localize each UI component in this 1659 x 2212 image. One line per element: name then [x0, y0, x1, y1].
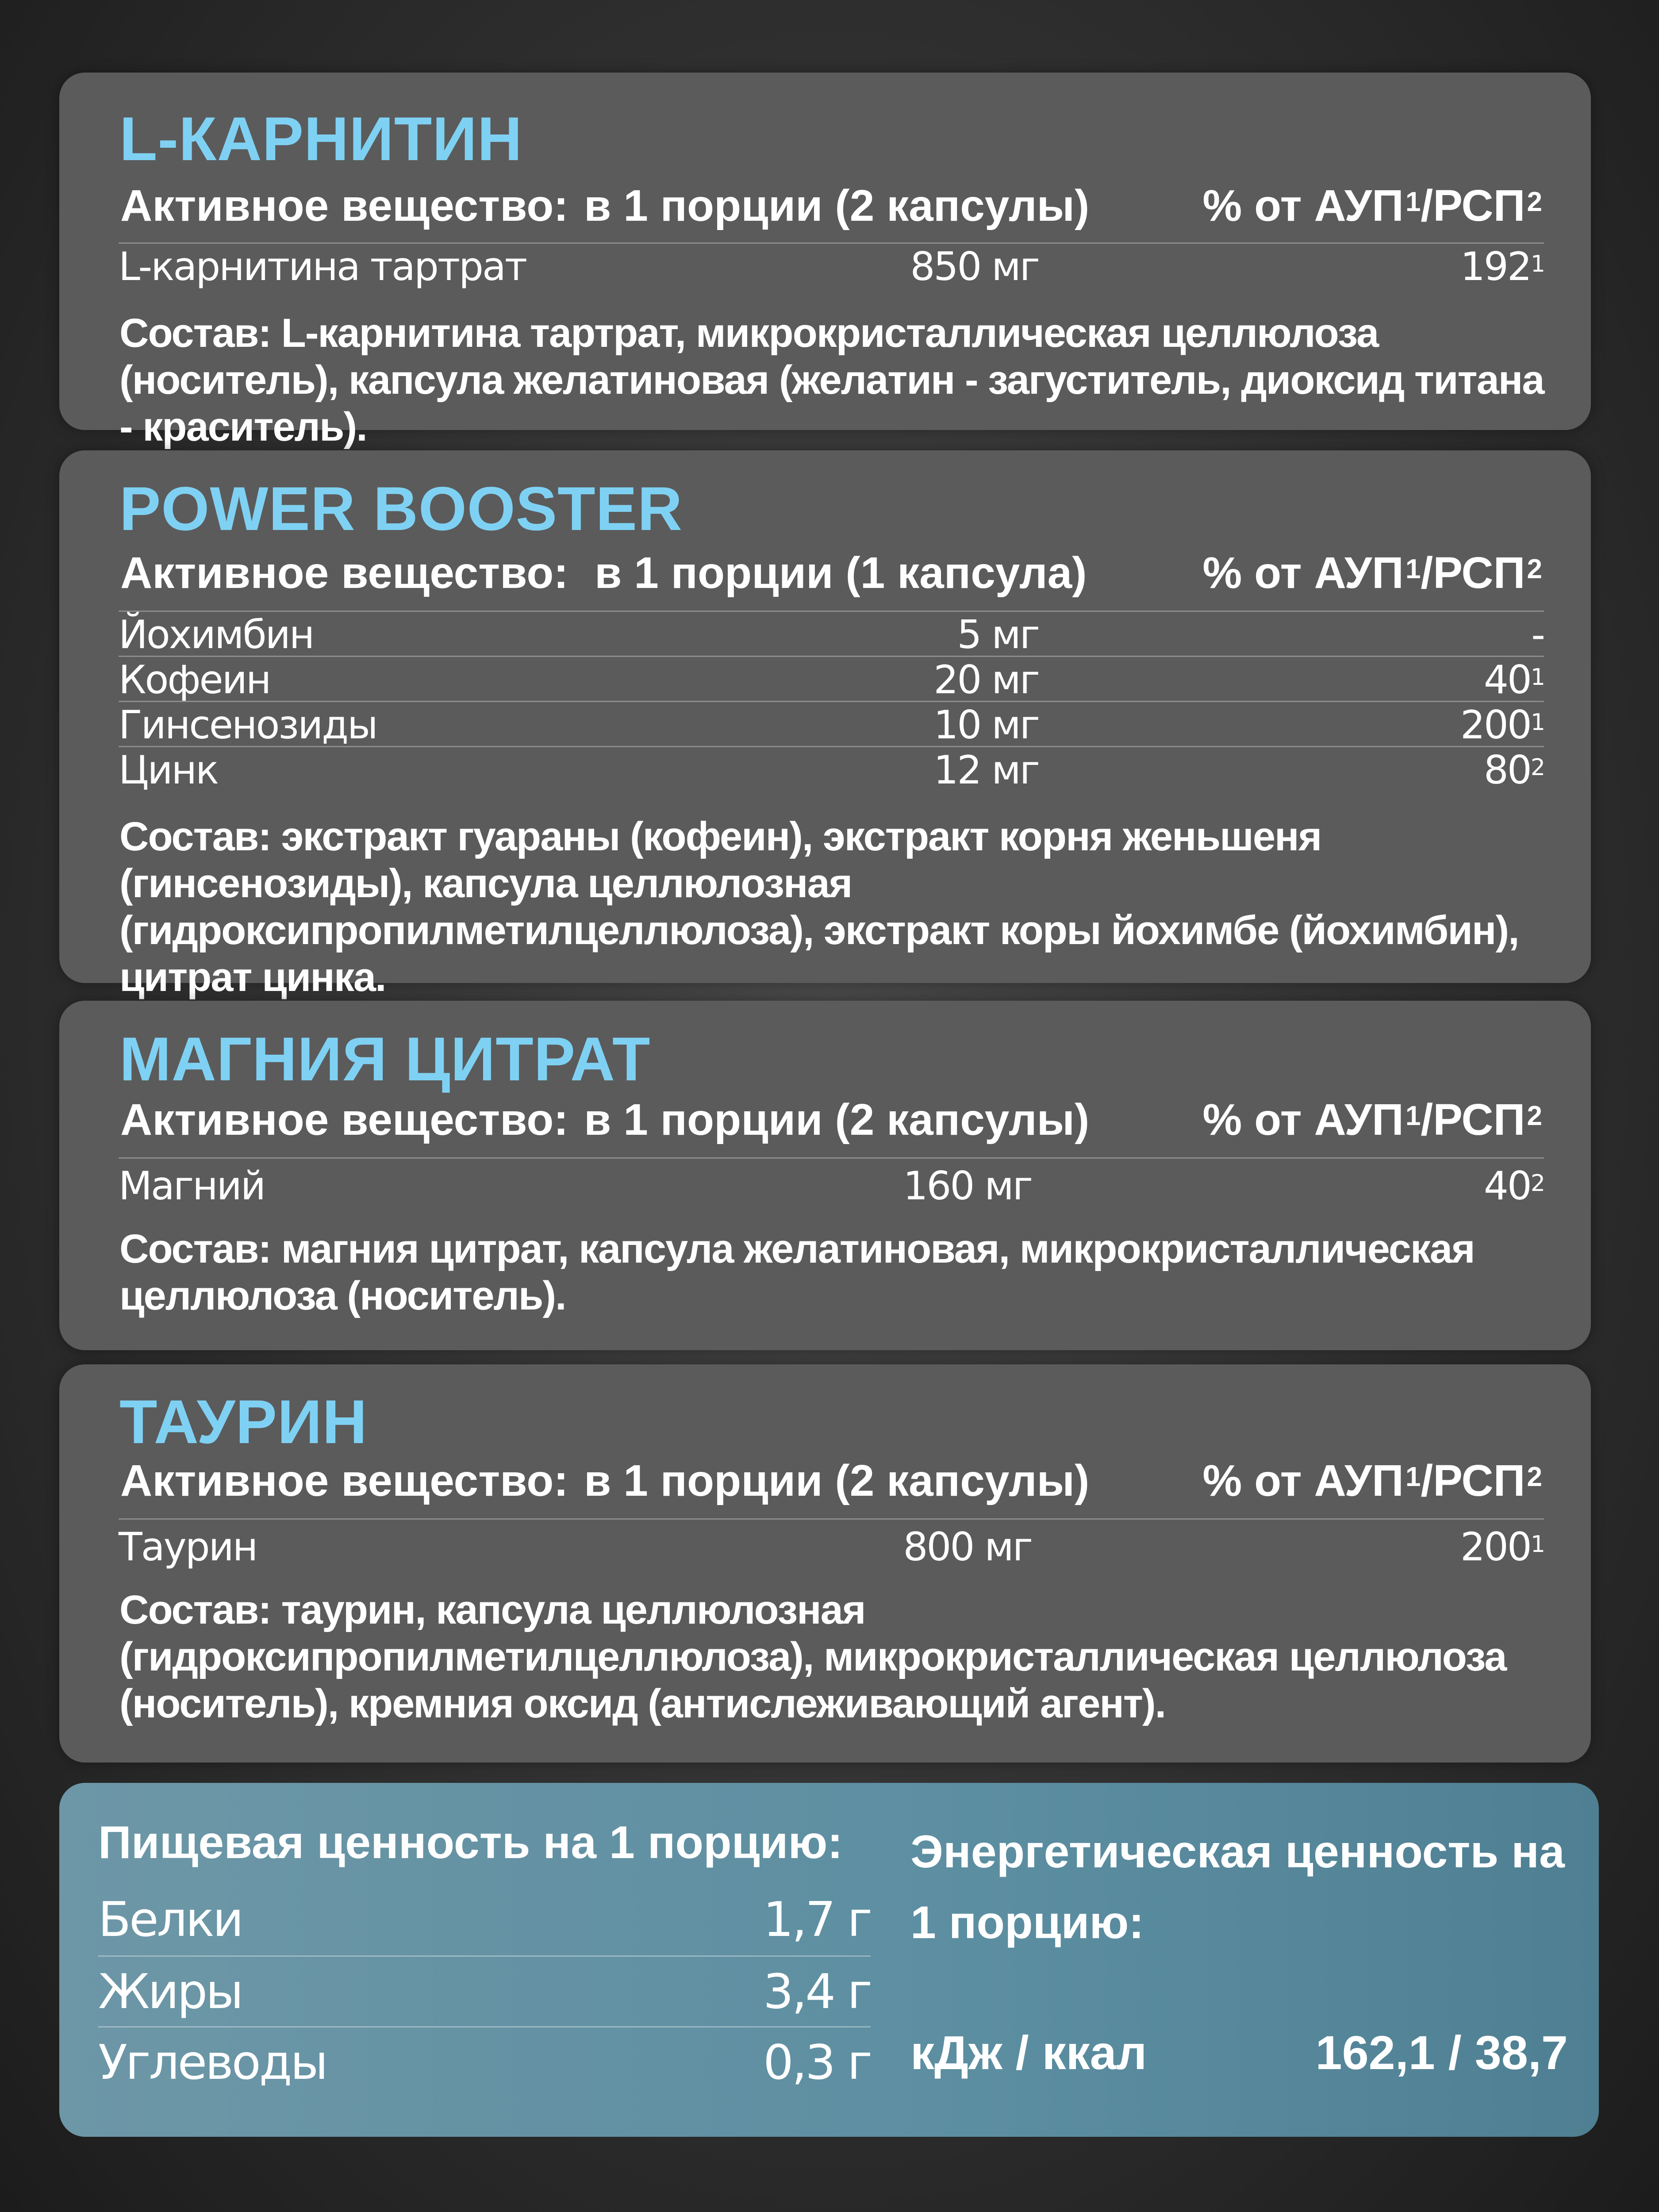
nutrition-value: 1,7 г	[763, 1892, 871, 1947]
header-serving: в 1 порции (2 капсулы)	[584, 1456, 1090, 1505]
row-amount: 20 мг	[933, 657, 1039, 703]
row-amount: 5 мг	[957, 612, 1039, 657]
table-header	[120, 1095, 1542, 1144]
energy-label: кДж / ккал	[910, 2026, 1147, 2079]
table-row	[119, 701, 1544, 746]
row-percent: $40^1$	[1483, 657, 1544, 703]
row-name: Таурин	[119, 1524, 257, 1570]
card-title: L-КАРНИТИН	[119, 104, 523, 173]
row-name: Йохимбин	[119, 612, 314, 657]
composition-text: Состав: экстракт гуараны (кофеин), экстракт корня женьшеня (гинсенозиды), капсула целлюлозная (гидроксипропилметилцеллюлоза), экстракт коры йохимбе (йохимбин), цитрат цинка.	[119, 814, 1519, 1000]
row-percent: $200^1$	[1460, 702, 1544, 748]
card-power-booster	[59, 450, 1591, 1000]
card-title: ТАУРИН	[119, 1387, 368, 1456]
card-magnesium-citrate	[59, 1001, 1591, 1350]
nutrition-value: 3,4 г	[763, 1964, 871, 2020]
row-amount: 850 мг	[910, 244, 1039, 289]
row-percent: $200^1$	[1460, 1524, 1544, 1570]
energy-row	[910, 2017, 1568, 2088]
energy-title: Энергетическая ценность на 1 порцию:	[910, 1826, 1565, 1948]
nutrition-value: 0,3 г	[763, 2035, 871, 2090]
table-header	[120, 181, 1542, 230]
row-amount: 12 мг	[933, 747, 1039, 793]
table-header	[120, 549, 1542, 597]
header-serving: в 1 порции (1 капсула)	[595, 548, 1087, 598]
card-l-carnitine	[59, 73, 1591, 449]
row-amount: 160 мг	[903, 1163, 1032, 1209]
header-serving: в 1 порции (2 капсулы)	[584, 181, 1090, 230]
nutrition-name: Белки	[98, 1892, 242, 1947]
table-row	[119, 1157, 1544, 1212]
composition-text: Состав: таурин, капсула целлюлозная (гидроксипропилметилцеллюлоза), микрокристаллическая целлюлоза (носитель), кремния оксид (антислеживающий агент).	[119, 1587, 1506, 1726]
table-row	[119, 611, 1544, 656]
card-taurine	[59, 1364, 1591, 1763]
nutrition-row	[98, 1955, 871, 2028]
nutrition-panel	[59, 1783, 1599, 2137]
row-percent: $80^2$	[1483, 747, 1544, 793]
nutrition-title: Пищевая ценность на 1 порцию:	[98, 1817, 843, 1868]
header-substance: Активное вещество:	[120, 181, 568, 230]
table-row	[119, 1518, 1544, 1573]
row-name: Магний	[119, 1163, 265, 1209]
composition-text: Состав: магния цитрат, капсула желатиновая, микрокристаллическая целлюлоза (носитель).	[119, 1226, 1475, 1318]
row-name: Цинк	[119, 747, 218, 793]
header-substance: Активное вещество:	[120, 1095, 568, 1144]
header-percent: % от АУП$^1$/РСП$^2$	[1202, 1456, 1542, 1505]
header-substance: Активное вещество:	[120, 548, 568, 598]
nutrition-name: Жиры	[98, 1964, 242, 2020]
row-percent: $192^1$	[1460, 244, 1544, 289]
nutrition-row	[98, 1885, 871, 1955]
table-row	[119, 242, 1544, 288]
header-substance: Активное вещество:	[120, 1456, 568, 1505]
nutrition-row	[98, 2026, 871, 2098]
row-amount: 10 мг	[933, 702, 1039, 748]
header-percent: % от АУП$^1$/РСП$^2$	[1202, 181, 1542, 230]
header-serving: в 1 порции (2 капсулы)	[584, 1095, 1090, 1144]
row-name: L-карнитина тартрат	[119, 244, 526, 289]
row-name: Кофеин	[119, 657, 270, 703]
card-title: МАГНИЯ ЦИТРАТ	[119, 1024, 651, 1094]
table-row	[119, 746, 1544, 791]
table-row	[119, 656, 1544, 701]
energy-value: 162,1 / 38,7	[1315, 2026, 1568, 2079]
header-percent: % от АУП$^1$/РСП$^2$	[1202, 1095, 1542, 1144]
row-amount: 800 мг	[903, 1524, 1032, 1570]
nutrition-name: Углеводы	[98, 2035, 326, 2090]
table-header	[120, 1456, 1542, 1505]
row-percent: $40^2$	[1483, 1163, 1544, 1209]
header-percent: % от АУП$^1$/РСП$^2$	[1202, 548, 1542, 598]
composition-text: Состав: L-карнитина тартрат, микрокристаллическая целлюлоза (носитель), капсула желатиновая (желатин - загуститель, диоксид титана - краситель).	[119, 311, 1544, 449]
card-title: POWER BOOSTER	[119, 474, 683, 543]
row-percent: -	[1531, 612, 1544, 657]
row-name: Гинсенозиды	[119, 702, 377, 748]
